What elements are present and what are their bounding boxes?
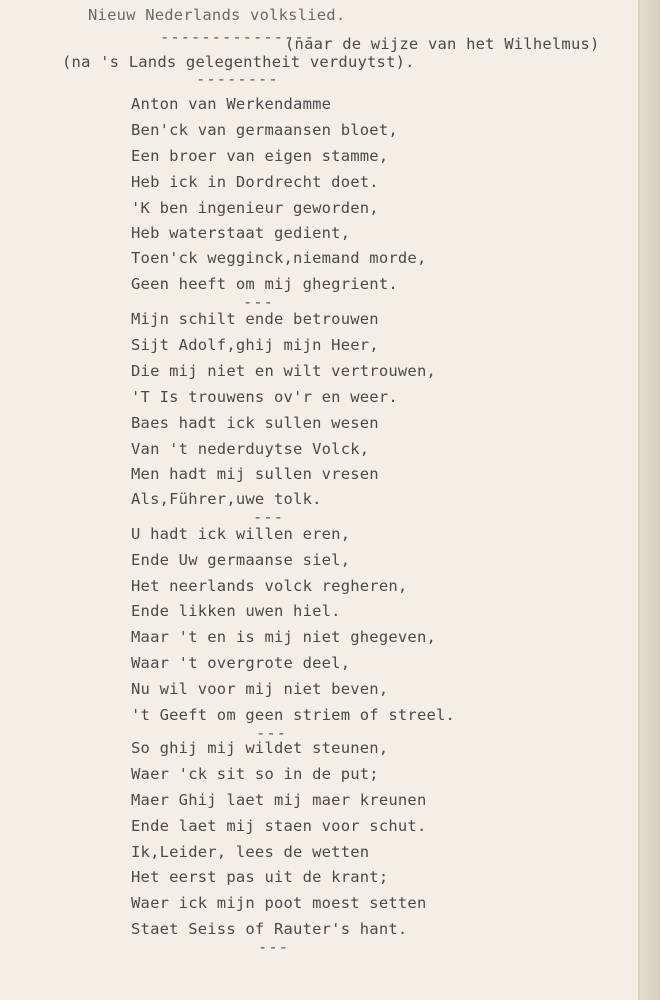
stanza-3-line-7: Nu wil voor mij niet beven, bbox=[131, 680, 389, 698]
stanza-2-line-1: Mijn schilt ende betrouwen bbox=[131, 310, 379, 328]
stanza-3-line-2: Ende Uw germaanse siel, bbox=[131, 551, 351, 569]
stanza-1-line-1: Anton van Werkendamme bbox=[131, 95, 332, 113]
header-short-rule: -------- bbox=[196, 70, 279, 88]
stanza-4-line-4: Ende laet mij staen voor schut. bbox=[131, 817, 427, 835]
stanza-2-line-4: 'T Is trouwens ov'r en weer. bbox=[131, 388, 398, 406]
stanza-1-line-7: Toen'ck wegginck,niemand morde, bbox=[131, 249, 427, 267]
stanza-2-line-8: Als,Führer,uwe tolk. bbox=[131, 490, 322, 508]
stanza-1-line-4: Heb ick in Dordrecht doet. bbox=[131, 173, 379, 191]
stanza-4-line-7: Waer ick mijn poot moest setten bbox=[131, 894, 427, 912]
stanza-1-line-8: Geen heeft om mij ghegrient. bbox=[131, 275, 398, 293]
stanza-2-separator: --- bbox=[253, 508, 284, 526]
stanza-3-line-3: Het neerlands volck regheren, bbox=[131, 577, 408, 595]
stanza-1-line-5: 'K ben ingenieur geworden, bbox=[131, 199, 379, 217]
page-edge-shadow bbox=[640, 0, 660, 1000]
header-dash-rule: --------------- bbox=[160, 28, 315, 46]
stanza-2-line-5: Baes hadt ick sullen wesen bbox=[131, 414, 379, 432]
stanza-1-separator: --- bbox=[243, 293, 274, 311]
stanza-3-line-6: Waar 't overgrote deel, bbox=[131, 654, 351, 672]
melody-note: (naar de wijze van het Wilhelmus) bbox=[285, 35, 600, 53]
stanza-3-line-4: Ende likken uwen hiel. bbox=[131, 602, 341, 620]
stanza-2-line-3: Die mij niet en wilt vertrouwen, bbox=[131, 362, 437, 380]
stanza-4-line-5: Ik,Leider, lees de wetten bbox=[131, 843, 370, 861]
stanza-2-line-2: Sijt Adolf,ghij mijn Heer, bbox=[131, 336, 379, 354]
stanza-2-line-7: Men hadt mij sullen vresen bbox=[131, 465, 379, 483]
occasion-note: (na 's Lands gelegentheit verduytst). bbox=[62, 53, 415, 71]
stanza-4-line-6: Het eerst pas uit de krant; bbox=[131, 868, 389, 886]
stanza-4-line-1: So ghij mij wildet steunen, bbox=[131, 739, 389, 757]
stanza-3-line-5: Maar 't en is mij niet ghegeven, bbox=[131, 628, 437, 646]
stanza-1-line-3: Een broer van eigen stamme, bbox=[131, 147, 389, 165]
stanza-4-line-2: Waer 'ck sit so in de put; bbox=[131, 765, 379, 783]
stanza-4-separator: --- bbox=[258, 938, 289, 956]
stanza-1-line-2: Ben'ck van germaansen bloet, bbox=[131, 121, 398, 139]
stanza-4-line-3: Maer Ghij laet mij maer kreunen bbox=[131, 791, 427, 809]
poem-title: Nieuw Nederlands volkslied. bbox=[88, 6, 346, 24]
stanza-3-line-8: 't Geeft om geen striem of streel. bbox=[131, 706, 456, 724]
stanza-3-line-1: U hadt ick willen eren, bbox=[131, 525, 351, 543]
stanza-2-line-6: Van 't nederduytse Volck, bbox=[131, 440, 370, 458]
stanza-1-line-6: Heb waterstaat gedient, bbox=[131, 224, 351, 242]
stanza-4-line-8: Staet Seiss of Rauter's hant. bbox=[131, 920, 408, 938]
stanza-3-separator: --- bbox=[256, 724, 287, 742]
